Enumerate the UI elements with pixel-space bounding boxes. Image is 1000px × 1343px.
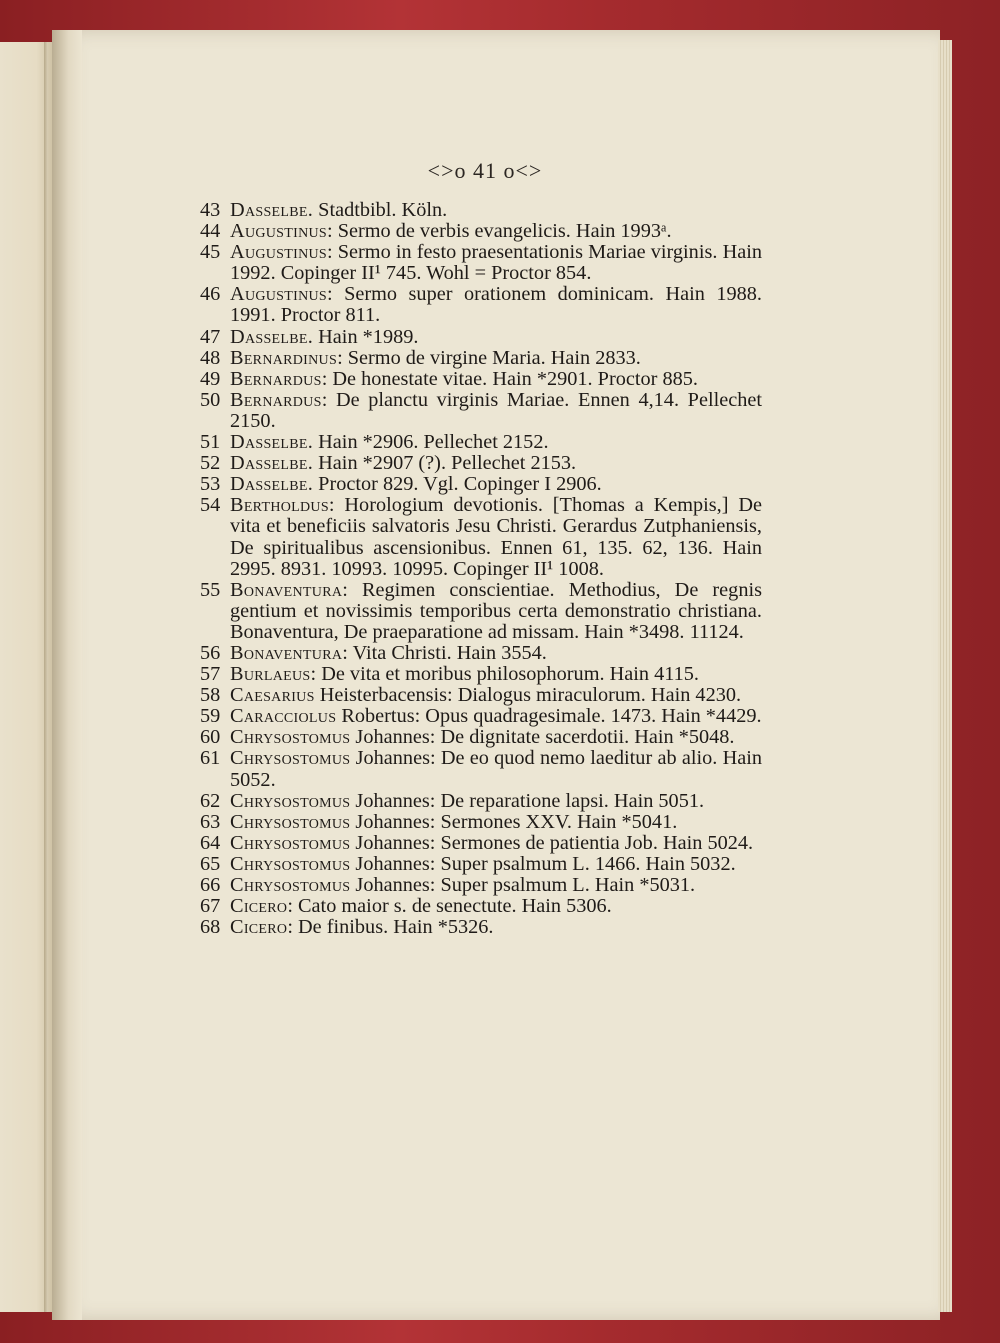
catalog-entry xyxy=(200,664,762,685)
entry-description: Johannes: Sermones XXV. Hain *5041. xyxy=(350,810,678,833)
catalog-entry xyxy=(200,390,762,432)
entry-text xyxy=(230,432,762,453)
entry-number: 54 xyxy=(200,494,221,517)
entry-number: 48 xyxy=(200,346,221,369)
entry-text xyxy=(230,664,762,685)
catalog-entry xyxy=(200,474,762,495)
entry-number: 68 xyxy=(200,916,221,939)
catalog-entry xyxy=(200,327,762,348)
entry-description: Robertus: Opus quadragesimale. 1473. Hain *4429. xyxy=(336,705,762,728)
entry-number: 52 xyxy=(200,452,221,475)
entry-text xyxy=(230,854,762,875)
entry-text xyxy=(230,242,762,284)
catalog-entry xyxy=(200,495,762,579)
entry-author: Augustinus xyxy=(230,241,327,264)
catalog-entry xyxy=(200,685,762,706)
entry-description: Hain *1989. xyxy=(313,325,419,348)
entry-number: 46 xyxy=(200,283,221,306)
entry-text xyxy=(230,348,762,369)
entry-author: Augustinus xyxy=(230,283,327,306)
entry-author: Augustinus xyxy=(230,220,327,243)
entry-description: Johannes: De eo quod nemo laeditur ab alio. Hain 5052. xyxy=(230,747,762,791)
entry-description: Johannes: Sermones de patientia Job. Hain 5024. xyxy=(350,831,754,854)
catalog-entry xyxy=(200,432,762,453)
entry-text xyxy=(230,580,762,643)
entry-number: 55 xyxy=(200,578,221,601)
catalog-entry xyxy=(200,284,762,326)
entry-author: Bernardus xyxy=(230,367,322,390)
entry-description: : Sermo de verbis evangelicis. Hain 1993ᵃ. xyxy=(326,220,672,243)
entry-author: Dasselbe. xyxy=(230,431,314,454)
entry-number: 45 xyxy=(200,241,221,264)
entry-number: 56 xyxy=(200,641,221,664)
entry-description: : De planctu virginis Mariae. Ennen 4,14. Pellechet 2150. xyxy=(230,388,762,432)
entry-text xyxy=(230,812,762,833)
entry-number: 51 xyxy=(200,431,221,454)
entry-text xyxy=(230,221,762,242)
entry-text xyxy=(230,474,762,495)
entry-description: Johannes: De reparatione lapsi. Hain 5051. xyxy=(350,789,705,812)
page-number: 41 xyxy=(473,158,497,183)
entry-author: Chrysostomus xyxy=(230,810,351,833)
entry-number: 43 xyxy=(200,199,221,221)
entry-author: Bertholdus xyxy=(230,494,329,517)
entry-text xyxy=(230,643,762,664)
entry-text xyxy=(230,896,762,917)
entry-author: Bonaventura xyxy=(230,641,343,664)
entry-author: Chrysostomus xyxy=(230,747,351,770)
catalog-entry xyxy=(200,200,762,221)
entry-text xyxy=(230,748,762,790)
entry-author: Dasselbe. xyxy=(230,199,314,221)
entry-author: Dasselbe. xyxy=(230,325,314,348)
catalog-entry xyxy=(200,242,762,284)
catalog-entry xyxy=(200,917,762,938)
entry-number: 49 xyxy=(200,367,221,390)
entry-number: 66 xyxy=(200,874,221,896)
catalog-entry xyxy=(200,833,762,854)
entry-description: : Sermo de virgine Maria. Hain 2833. xyxy=(337,346,641,369)
catalog-entry xyxy=(200,727,762,748)
entry-author: Chrysostomus xyxy=(230,789,351,812)
entry-text xyxy=(230,327,762,348)
catalog-entry xyxy=(200,348,762,369)
entry-number: 61 xyxy=(200,747,221,770)
catalog-entry xyxy=(200,643,762,664)
entry-author: Caesarius xyxy=(230,684,315,707)
entry-author: Caracciolus xyxy=(230,705,337,728)
header-ornament-right: o<> xyxy=(503,158,543,183)
catalog-entry xyxy=(200,875,762,896)
entry-text xyxy=(230,369,762,390)
entry-description: : Sermo super orationem dominicam. Hain 1988. 1991. Proctor 811. xyxy=(230,283,762,327)
entry-number: 58 xyxy=(200,684,221,707)
entry-author: Dasselbe. xyxy=(230,473,314,496)
catalog-entries xyxy=(200,200,762,938)
entry-number: 57 xyxy=(200,663,221,686)
entry-number: 50 xyxy=(200,388,221,411)
entry-author: Burlaeus xyxy=(230,663,311,686)
catalog-entry xyxy=(200,791,762,812)
catalog-entry xyxy=(200,580,762,643)
entry-number: 47 xyxy=(200,325,221,348)
catalog-entry xyxy=(200,706,762,727)
binding-stitch xyxy=(44,42,48,1312)
entry-text xyxy=(230,200,762,221)
entry-description: Stadtbibl. Köln. xyxy=(313,199,448,221)
entry-number: 64 xyxy=(200,831,221,854)
entry-description: : De honestate vitae. Hain *2901. Proctor 885. xyxy=(321,367,698,390)
entry-author: Dasselbe. xyxy=(230,452,314,475)
entry-number: 62 xyxy=(200,789,221,812)
entry-description: Johannes: De dignitate sacerdotii. Hain *5048. xyxy=(350,726,735,749)
catalog-entry xyxy=(200,812,762,833)
entry-author: Cicero xyxy=(230,895,288,918)
entry-description: : De finibus. Hain *5326. xyxy=(287,916,494,939)
catalog-entry xyxy=(200,453,762,474)
entry-text xyxy=(230,706,762,727)
entry-text xyxy=(230,453,762,474)
entry-number: 65 xyxy=(200,852,221,875)
entry-author: Cicero xyxy=(230,916,288,939)
entry-number: 60 xyxy=(200,726,221,749)
entry-description: Heisterbacensis: Dialogus miraculorum. Hain 4230. xyxy=(314,684,742,707)
entry-description: : Horologium devotionis. [Thomas a Kempis,] De vita et beneficiis salvatoris Jesu Christi. Gerardus Zutphaniensis, De spiritualibus ascensionibus. Ennen 61, 135. 62, 136. Hain 2995. 8931. 10993. 10995. Copinger II¹ 1008. xyxy=(230,494,762,580)
entry-text xyxy=(230,875,762,896)
entry-description: : Regimen conscientiae. Methodius, De regnis gentium et novissimis temporibus certa demonstratio christiana. Bonaventura, De praeparatione ad missam. Hain *3498. 11124. xyxy=(230,578,762,643)
entry-text xyxy=(230,685,762,706)
entry-description: Johannes: Super psalmum L. Hain *5031. xyxy=(350,874,696,896)
entry-author: Chrysostomus xyxy=(230,831,351,854)
entry-number: 63 xyxy=(200,810,221,833)
entry-text xyxy=(230,284,762,326)
entry-author: Bernardus xyxy=(230,388,322,411)
entry-text xyxy=(230,727,762,748)
entry-description: : De vita et moribus philosophorum. Hain 4115. xyxy=(310,663,699,686)
catalog-entry xyxy=(200,221,762,242)
entry-description: Hain *2907 (?). Pellechet 2153. xyxy=(313,452,577,475)
entry-description: : Cato maior s. de senectute. Hain 5306. xyxy=(287,895,612,918)
entry-author: Chrysostomus xyxy=(230,874,351,896)
entry-description: Johannes: Super psalmum L. 1466. Hain 5032. xyxy=(350,852,736,875)
entry-description: : Sermo in festo praesentationis Mariae virginis. Hain 1992. Copinger II¹ 745. Wohl = Proctor 854. xyxy=(230,241,762,285)
entry-text xyxy=(230,917,762,938)
catalog-entry xyxy=(200,896,762,917)
entry-text xyxy=(230,495,762,579)
entry-description: Hain *2906. Pellechet 2152. xyxy=(313,431,549,454)
page-header xyxy=(420,158,550,188)
entry-author: Bernardinus xyxy=(230,346,338,369)
catalog-entry xyxy=(200,369,762,390)
entry-number: 67 xyxy=(200,895,221,918)
entry-text xyxy=(230,791,762,812)
page-edges xyxy=(938,40,952,1312)
entry-description: Proctor 829. Vgl. Copinger I 2906. xyxy=(313,473,602,496)
entry-author: Chrysostomus xyxy=(230,852,351,875)
entry-text xyxy=(230,833,762,854)
header-ornament-left: <>o xyxy=(427,158,467,183)
entry-number: 59 xyxy=(200,705,221,728)
page-gutter xyxy=(52,30,82,1320)
entry-number: 44 xyxy=(200,220,221,243)
catalog-entry xyxy=(200,854,762,875)
entry-author: Bonaventura xyxy=(230,578,343,601)
entry-description: : Vita Christi. Hain 3554. xyxy=(342,641,547,664)
catalog-entry xyxy=(200,748,762,790)
entry-text xyxy=(230,390,762,432)
entry-author: Chrysostomus xyxy=(230,726,351,749)
entry-number: 53 xyxy=(200,473,221,496)
